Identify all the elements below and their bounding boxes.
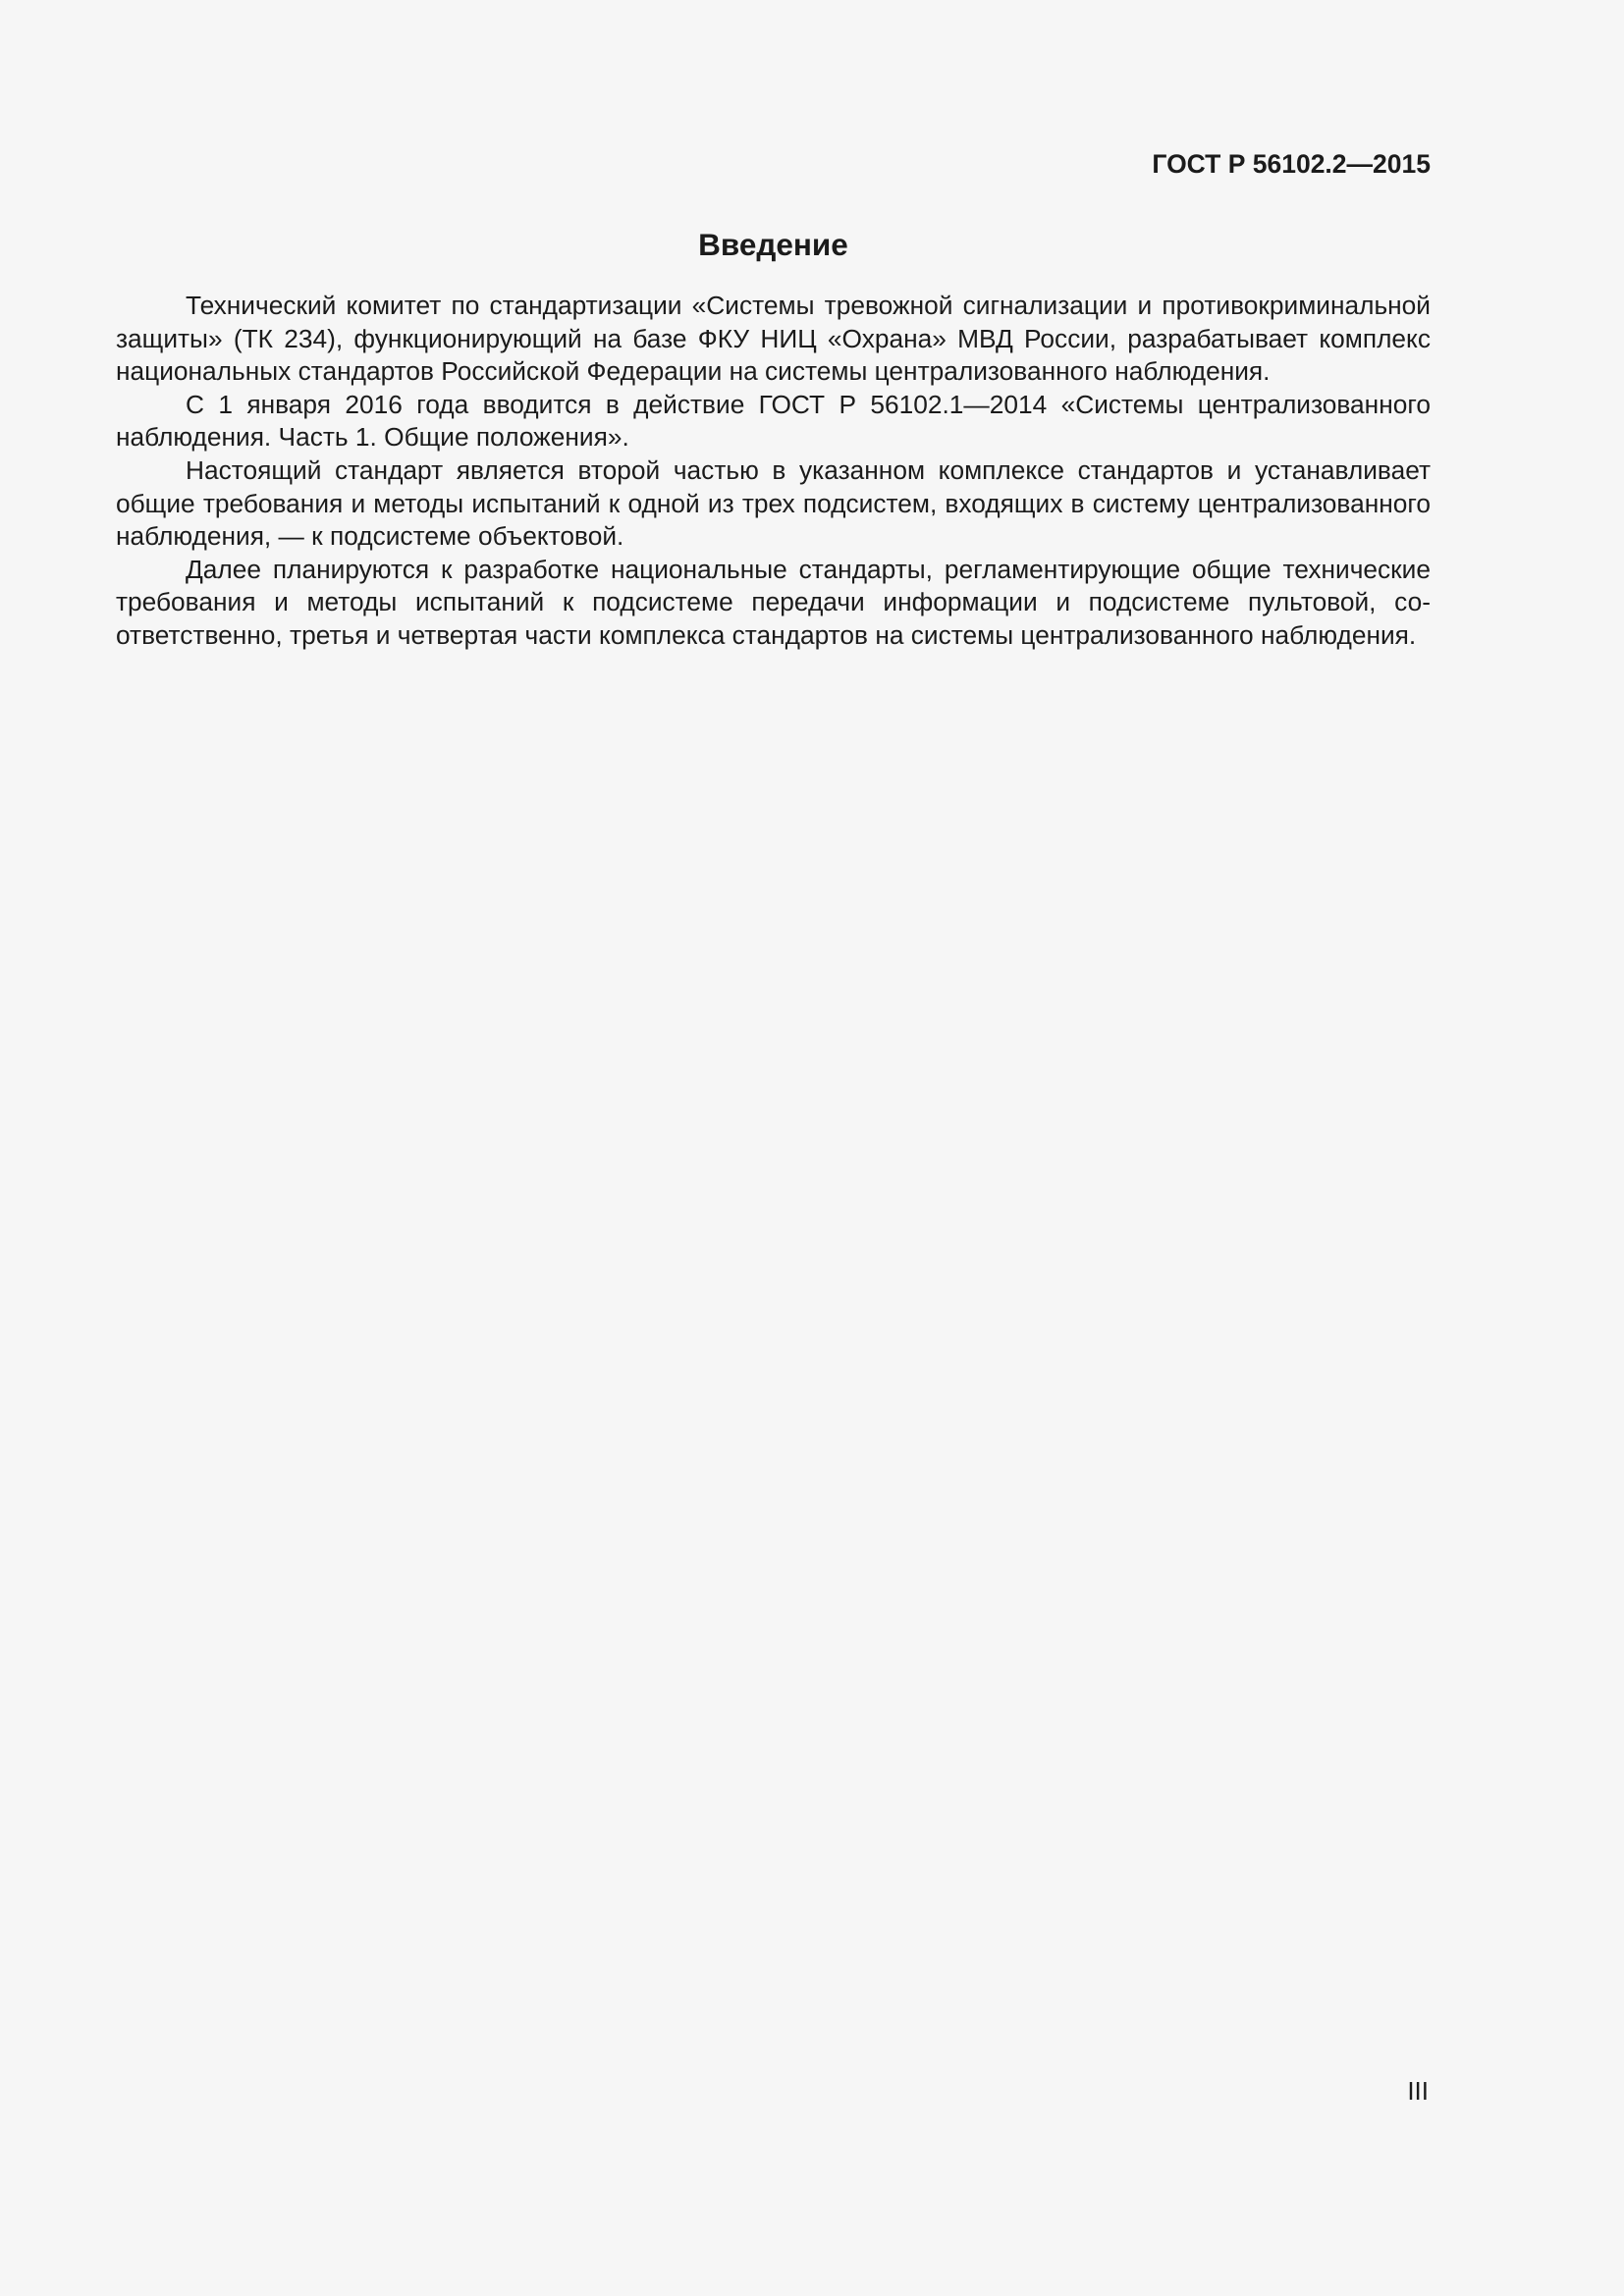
page-number: III xyxy=(1407,2076,1429,2106)
paragraph-future-standards: Далее планируются к разработке национальные стандарты, регламентирующие общие технические требования и методы испытаний к подсистеме передачи информации и подсистеме пультовой, соответственно, третья и четвертая части комплекса стандартов на системы централизованного наблюдения. xyxy=(116,554,1431,650)
section-body xyxy=(116,290,1431,653)
document-code: ГОСТ Р 56102.2—2015 xyxy=(1152,149,1431,179)
paragraph-effective-date: С 1 января 2016 года вводится в действие ГОСТ Р 56102.1—2014 «Системы централизованного наблюдения. Часть 1. Общие положения». xyxy=(116,389,1431,453)
paragraph-standard-scope: Настоящий стандарт является второй частью в указанном комплексе стандартов и устанавливает общие требования и методы испытаний к одной из трех подсистем, входящих в систему централизованного наблюдения, — к подсистеме объектовой. xyxy=(116,454,1431,552)
paragraph-committee: Технический комитет по стандартизации «Системы тревожной сигнализации и противокриминальной защиты» (ТК 234), функционирующий на базе ФКУ НИЦ «Охрана» МВД России, разрабатывает комплекс национальных стандартов Российской Федерации на системы централизованного наблюдения. xyxy=(116,291,1431,387)
section-title: Введение xyxy=(698,227,848,262)
